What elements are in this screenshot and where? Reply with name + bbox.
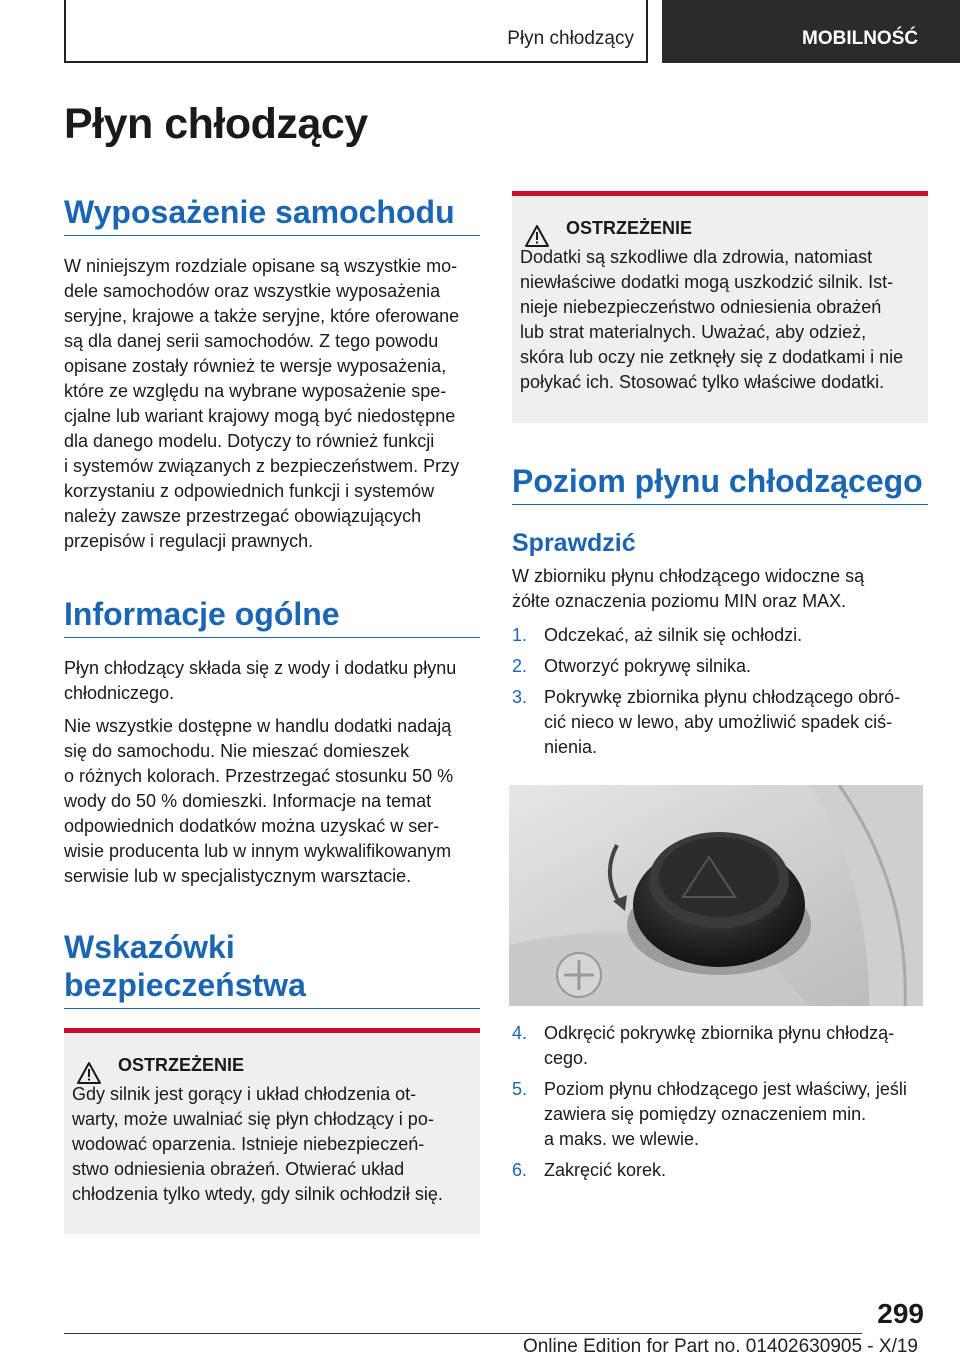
warning-line: lub strat materialnych. Uważać, aby odzież, bbox=[520, 322, 867, 342]
text-line: są dla danej serii samochodów. Z tego powodu bbox=[64, 331, 439, 351]
general-section bbox=[64, 595, 480, 889]
warning-triangle-icon bbox=[524, 224, 550, 248]
step-line: a maks. we wlewie. bbox=[544, 1129, 700, 1149]
step-line: zawiera się pomiędzy oznaczeniem min. bbox=[544, 1104, 867, 1124]
step-item bbox=[512, 623, 928, 648]
step-number: 2. bbox=[512, 656, 528, 676]
step-line: cego. bbox=[544, 1048, 589, 1068]
check-subheading: Sprawdzić bbox=[512, 529, 636, 557]
step-number: 4. bbox=[512, 1023, 528, 1043]
step-line: Poziom płynu chłodzącego jest właściwy, jeśli bbox=[544, 1079, 907, 1099]
warning-line: stwo odniesienia obrażeń. Otwierać układ bbox=[72, 1159, 405, 1179]
step-number: 1. bbox=[512, 625, 528, 645]
warning-triangle-icon bbox=[76, 1061, 102, 1085]
coolant-cap-illustration bbox=[509, 785, 923, 1006]
footer-divider bbox=[64, 1333, 862, 1334]
step-number: 3. bbox=[512, 687, 528, 707]
safety-heading-line1: Wskazówki bbox=[64, 929, 235, 965]
safety-heading bbox=[64, 928, 480, 1009]
warning-title: OSTRZEŻENIE bbox=[566, 218, 693, 238]
step-line: cić nieco w lewo, aby umożliwić spadek ciś‐ bbox=[544, 712, 893, 732]
step-item bbox=[512, 1158, 928, 1183]
text-line: się do samochodu. Nie mieszać domieszek bbox=[64, 741, 410, 761]
text-line: żółte oznaczenia poziomu MIN oraz MAX. bbox=[512, 591, 847, 611]
warning-line: chłodzenia tylko wtedy, gdy silnik ochłodził się. bbox=[72, 1184, 443, 1204]
step-line: Odczekać, aż silnik się ochłodzi. bbox=[544, 625, 803, 645]
warning-line: Gdy silnik jest gorący i układ chłodzenia ot‐ bbox=[72, 1084, 417, 1104]
step-line: Otworzyć pokrywę silnika. bbox=[544, 656, 752, 676]
step-item bbox=[512, 1077, 928, 1152]
header-section-title: Płyn chłodzący bbox=[507, 28, 634, 49]
text-line: W niniejszym rozdziale opisane są wszystkie mo‐ bbox=[64, 256, 458, 276]
steps-list-a bbox=[512, 623, 928, 760]
text-line: Nie wszystkie dostępne w handlu dodatki nadają bbox=[64, 716, 452, 736]
text-line: seryjne, krajowe a także seryjne, które oferowane bbox=[64, 306, 460, 326]
warning-line: niewłaściwe dodatki mogą uszkodzić silnik. Ist‐ bbox=[520, 272, 894, 292]
step-item bbox=[512, 1021, 928, 1071]
text-line: dele samochodów oraz wszystkie wyposażenia bbox=[64, 281, 441, 301]
safety-section bbox=[64, 928, 480, 1009]
warning-line: połykać ich. Stosować tylko właściwe dodatki. bbox=[520, 372, 885, 392]
text-line: W zbiorniku płynu chłodzącego widoczne są bbox=[512, 566, 865, 586]
equipment-section bbox=[64, 193, 480, 554]
step-line: Pokrywkę zbiornika płynu chłodzącego obró‐ bbox=[544, 687, 901, 707]
coolant-level-section bbox=[512, 462, 928, 760]
text-line: serwisie lub w specjalistycznym warsztacie. bbox=[64, 866, 412, 886]
warning-line: Dodatki są szkodliwe dla zdrowia, natomiast bbox=[520, 247, 873, 267]
header-chapter-tab: MOBILNOŚĆ bbox=[662, 0, 960, 63]
warning-line: nieje niebezpieczeństwo odniesienia obrażeń bbox=[520, 297, 882, 317]
text-line: cjalne lub wariant krajowy mogą być niedostępne bbox=[64, 406, 456, 426]
text-line: przepisów i regulacji prawnych. bbox=[64, 531, 314, 551]
text-line: należy zawsze przestrzegać obowiązujących bbox=[64, 506, 422, 526]
text-line: dla danego modelu. Dotyczy to również funkcji bbox=[64, 431, 435, 451]
equipment-text bbox=[64, 254, 480, 554]
equipment-heading: Wyposażenie samochodu bbox=[64, 193, 480, 236]
step-number: 6. bbox=[512, 1160, 528, 1180]
text-line: wody do 50 % domieszki. Informacje na temat bbox=[64, 791, 432, 811]
step-line: Odkręcić pokrywkę zbiornika płynu chłodzą‐ bbox=[544, 1023, 895, 1043]
step-line: Zakręcić korek. bbox=[544, 1160, 667, 1180]
page-number: 299 bbox=[877, 1298, 924, 1329]
warning-box-hot-engine bbox=[64, 1028, 480, 1234]
coolant-cap-photo bbox=[509, 785, 923, 1006]
step-line: nienia. bbox=[544, 737, 598, 757]
warning-line: skóra lub oczy nie zetknęły się z dodatkami i nie bbox=[520, 347, 904, 367]
page-title: Płyn chłodzący bbox=[64, 100, 368, 148]
text-line: wisie producenta lub w innym wykwalifikowanym bbox=[64, 841, 452, 861]
text-line: które ze względu na wybrane wyposażenie spe‐ bbox=[64, 381, 447, 401]
text-line: i systemów związanych z bezpieczeństwem. Przy bbox=[64, 456, 460, 476]
warning-box-additives bbox=[512, 191, 928, 423]
text-line: chłodniczego. bbox=[64, 683, 175, 703]
safety-heading-line2: bezpieczeństwa bbox=[64, 967, 306, 1003]
general-text bbox=[64, 656, 480, 889]
text-line: korzystaniu z odpowiednich funkcji i systemów bbox=[64, 481, 435, 501]
steps-list-b bbox=[512, 1021, 928, 1183]
footer-edition-text: Online Edition for Part no. 01402630905 - X/19 bbox=[522, 1336, 918, 1357]
text-line: o różnych kolorach. Przestrzegać stosunku 50 % bbox=[64, 766, 454, 786]
text-line: odpowiednich dodatków można uzyskać w ser‐ bbox=[64, 816, 440, 836]
warning-line: wodować oparzenia. Istnieje niebezpieczeń‐ bbox=[72, 1134, 425, 1154]
coolant-level-heading: Poziom płynu chłodzącego bbox=[512, 462, 928, 505]
step-item bbox=[512, 654, 928, 679]
warning-line: warty, może uwalniać się płyn chłodzący i po‐ bbox=[72, 1109, 434, 1129]
step-number: 5. bbox=[512, 1079, 528, 1099]
text-line: opisane zostały również te wersje wyposażenia, bbox=[64, 356, 447, 376]
warning-title: OSTRZEŻENIE bbox=[118, 1055, 245, 1075]
general-heading: Informacje ogólne bbox=[64, 595, 480, 638]
text-line: Płyn chłodzący składa się z wody i dodatku płynu bbox=[64, 658, 457, 678]
step-item bbox=[512, 685, 928, 760]
